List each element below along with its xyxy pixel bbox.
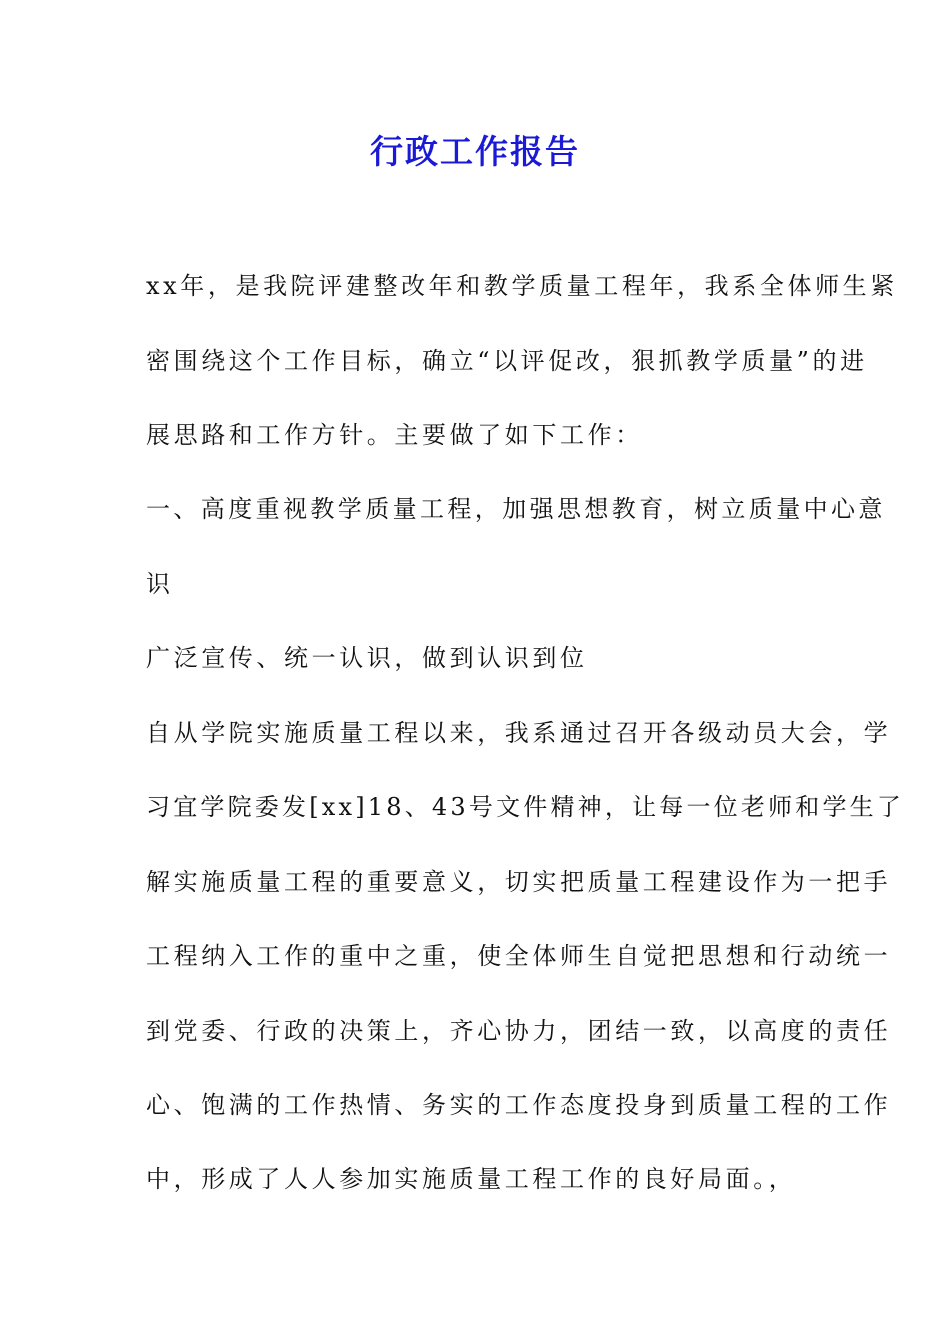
paragraph-line: 密围绕这个工作目标，确立“以评促改，狠抓教学质量”的进 — [146, 347, 868, 375]
paragraph-line: 展思路和工作方针。主要做了如下工作： — [146, 421, 643, 449]
paragraph-line: xx年，是我院评建整改年和教学质量工程年，我系全体师生紧 — [146, 272, 898, 300]
section-heading-line: 识 — [146, 570, 174, 598]
paragraph-line: 习宜学院委发[xx]18、43号文件精神，让每一位老师和学生了 — [146, 793, 905, 821]
paragraph-line: 解实施质量工程的重要意义，切实把质量工程建设作为一把手 — [146, 868, 892, 896]
paragraph-line: 到党委、行政的决策上，齐心协力，团结一致，以高度的责任 — [146, 1017, 892, 1045]
paragraph-line: 中，形成了人人参加实施质量工程工作的良好局面。， — [146, 1165, 797, 1193]
paragraph-line: 自从学院实施质量工程以来，我系通过召开各级动员大会，学 — [146, 719, 892, 747]
subheading-line: 广泛宣传、统一认识，做到认识到位 — [146, 644, 588, 672]
paragraph-line: 心、饱满的工作热情、务实的工作态度投身到质量工程的工作 — [146, 1091, 892, 1119]
paragraph-line: 工程纳入工作的重中之重，使全体师生自觉把思想和行动统一 — [146, 942, 892, 970]
section-heading-line: 一、高度重视教学质量工程，加强思想教育，树立质量中心意 — [146, 495, 886, 523]
document-title: 行政工作报告 — [370, 132, 580, 171]
